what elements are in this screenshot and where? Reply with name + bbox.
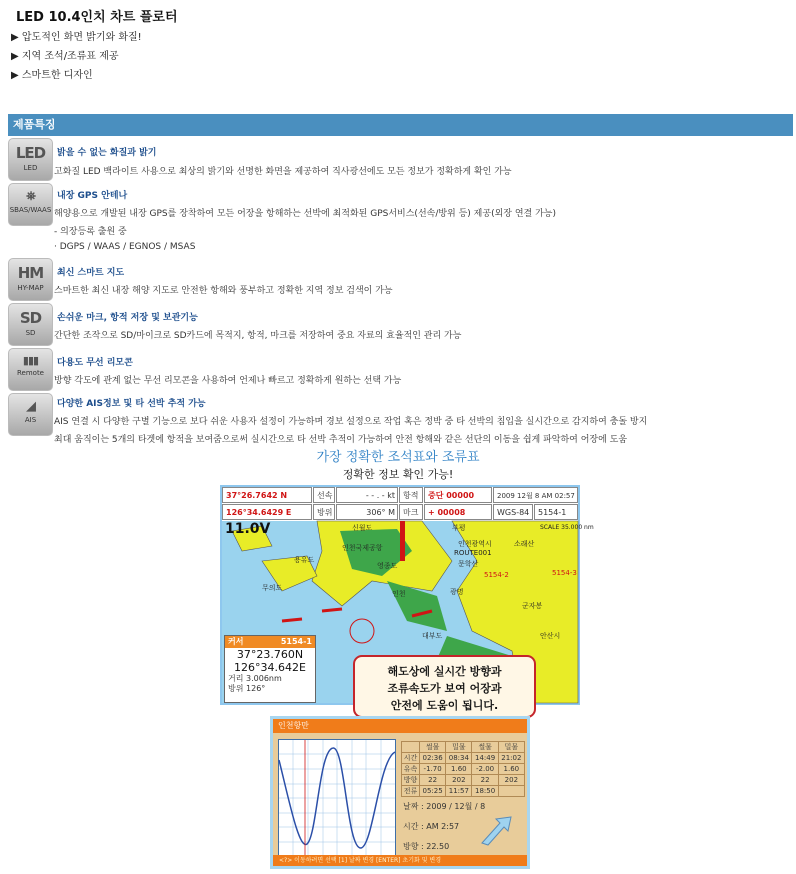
feature-desc: 스마트한 최신 내장 해양 지도로 안전한 항해와 풍부하고 정확한 지역 정보 검색이 가능 [54, 286, 393, 296]
feature-title: 내장 GPS 안테나 [57, 191, 128, 201]
tide-title: 인천항만 [273, 719, 527, 733]
feature-title: 다양한 AIS정보 및 타 선박 추적 가능 [57, 399, 206, 409]
page-title: LED 10.4인치 차트 플로터 [16, 10, 178, 25]
map-label: 인천광역시 [458, 540, 492, 548]
bullet-item: ▶ 스마트한 디자인 [11, 70, 93, 81]
tide-time: 시간 : AM 2:57 [403, 822, 460, 831]
bearing-value: 126° [246, 684, 266, 693]
tide-footer: <?> 이동하려면 선택 [1] 날짜 변경 [ENTER] 초기화 및 변경 [273, 855, 527, 866]
tide-table-screen [270, 716, 530, 869]
feature-title: 최신 스마트 지도 [57, 268, 125, 278]
datetime: 2009 12월 8 AM 02:57 [493, 487, 578, 503]
map-label: 문학산 [458, 560, 479, 568]
remote-icon: ▮▮▮ Remote [8, 348, 53, 391]
bearing-label: 방위 [228, 684, 244, 693]
feature-desc: - 의장등록 출원 중 [54, 227, 127, 237]
promo-subheadline: 정확한 정보 확인 가능! [342, 468, 454, 481]
current-arrow-icon [478, 815, 514, 847]
map-label: 광명 [450, 588, 464, 596]
cursor-chart: 5154-1 [280, 637, 312, 646]
track-label: 항적 [399, 487, 423, 503]
map-label: 군자봉 [522, 602, 543, 610]
promo-headline: 가장 정확한 조석표와 조류표 [316, 450, 480, 465]
table-row: 시간 02:36 08:34 14:49 21:02 [402, 753, 525, 764]
feature-title: 손쉬운 마크, 항적 저장 및 보관기능 [57, 313, 198, 323]
feature-desc: 해양용으로 개발된 내장 GPS를 장착하여 모든 어장을 항해하는 선박에 최적화된 GPS서비스(선속/방위 등) 제공(외장 연결 가능) [54, 209, 556, 219]
feature-title: 밝을 수 없는 화질과 밝기 [57, 148, 157, 158]
feature-title: 다용도 무선 리모콘 [57, 358, 133, 368]
distance-value: 3.006nm [246, 674, 282, 683]
cursor-label: 커서 [228, 637, 244, 646]
table-row: 전류 05:25 11:57 18:50 [402, 786, 525, 797]
hy-map-icon: HM HY-MAP [8, 258, 53, 301]
map-label: 신월도 [352, 524, 373, 532]
bullet-item: ▶ 압도적인 화면 밝기와 화질! [11, 32, 142, 43]
feature-bullets [11, 28, 142, 85]
map-label: 5154-2 [484, 571, 509, 579]
cursor-lat: 37°23.760N [236, 648, 304, 661]
table-row: 유속 -1.70 1.60 -2.00 1.60 [402, 764, 525, 775]
map-label: 대부도 [422, 632, 443, 640]
distance-label: 거리 [228, 674, 244, 683]
section-header [8, 114, 793, 136]
map-label: 부평 [452, 524, 466, 532]
map-label: 소래산 [514, 540, 535, 548]
map-label: ROUTE001 [454, 549, 492, 557]
sd-card-icon: SD SD [8, 303, 53, 346]
feature-desc: · DGPS / WAAS / EGNOS / MSAS [54, 242, 196, 252]
longitude: 126°34.6429 E [222, 504, 312, 520]
heading-value: 306° M [336, 504, 398, 520]
tide-curve [279, 740, 395, 856]
map-label: 용유도 [294, 556, 315, 564]
speed-label: 선속 [313, 487, 335, 503]
feature-desc: 간단한 조작으로 SD/마이크로 SD카드에 목적지, 항적, 마크를 저장하여 중요 자료의 효율적인 관리 가능 [54, 331, 462, 341]
bullet-item: ▶ 지역 조석/조류표 제공 [11, 51, 119, 62]
feature-desc: AIS 연결 시 다양한 구별 기능으로 보다 쉬운 사용자 설정이 가능하며 경보 설정으로 작업 혹은 정박 중 타 선박의 침입을 실시간으로 감지하여 충돌 방지 [54, 417, 648, 427]
voltage-readout: 11.0V [225, 521, 271, 537]
map-label: 안산시 [540, 632, 561, 640]
mark-label: 마크 [399, 504, 423, 520]
map-scale: SCALE 35.000 nm [540, 524, 594, 531]
tide-date: 날짜 : 2009 / 12월 / 8 [403, 802, 486, 811]
heading-label: 방위 [313, 504, 335, 520]
section-title: 제품특징 [13, 118, 56, 131]
datum: WGS-84 [493, 504, 533, 520]
latitude: 37°26.7642 N [222, 487, 312, 503]
tide-data-table: 썰물 밀물 썰물 밀물 시간 02:36 08:34 14:49 21:02 유속 -1.70 1.60 -2.00 1.60 방향 22 202 22 202 전류 05:25 11:57 18:50 [401, 741, 525, 797]
map-label: 인천 [392, 590, 406, 598]
map-label: 영종도 [377, 562, 398, 570]
cursor-panel [224, 635, 316, 703]
led-icon: LED LED [8, 138, 53, 181]
feature-desc: 방향 각도에 관계 없는 무선 리모콘을 사용하여 언제나 빠르고 정확하게 원하는 선택 가능 [54, 376, 402, 386]
track-value: 중단 00000 [424, 487, 492, 503]
cursor-lon: 126°34.642E [234, 661, 306, 674]
plotter-callout: 해도상에 실시간 방향과 조류속도가 보여 어장과 안전에 도움이 됩니다. [353, 655, 536, 718]
map-label: 5154-3 [552, 569, 577, 577]
chart-number: 5154-1 [534, 504, 578, 520]
map-label: 인천국제공항 [342, 544, 383, 552]
map-label: 무의도 [262, 584, 283, 592]
satellite-icon: ⛯ SBAS/WAAS [8, 183, 53, 226]
tide-graph [278, 739, 396, 857]
table-row: 방향 22 202 22 202 [402, 775, 525, 786]
mark-value: + 00008 [424, 504, 492, 520]
feature-desc: 최대 움직이는 5개의 타겟에 항적을 보여줌으로써 실시간으로 타 선박 추적이 가능하여 안전 항해와 같은 선단의 이동을 쉽게 파악하여 어장에 도움 [54, 435, 628, 445]
tide-direction: 방향 : 22.50 [403, 842, 450, 851]
ais-icon: ◢ AIS [8, 393, 53, 436]
speed-value: - - . - kt [336, 487, 398, 503]
plotter-info-bar [222, 487, 578, 521]
feature-desc: 고화질 LED 백라이트 사용으로 최상의 밝기와 선명한 화면을 제공하여 직사광선에도 모든 정보가 정확하게 확인 가능 [54, 167, 512, 177]
